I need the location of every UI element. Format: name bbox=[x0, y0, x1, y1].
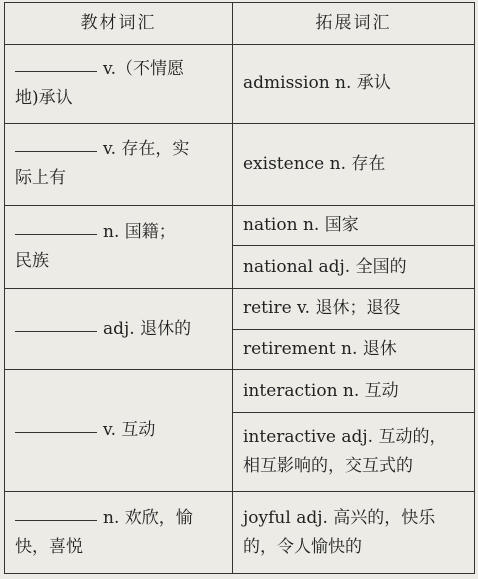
definition-line: 快，喜悦 bbox=[15, 536, 83, 557]
definition-line: v. 存在，实 bbox=[103, 139, 190, 160]
table-row bbox=[5, 370, 475, 413]
definition-line: n. 国籍； bbox=[103, 221, 176, 242]
extended-word-cell: national adj. 全国的 bbox=[233, 246, 475, 289]
extended-word-line: 的，令人愉快的 bbox=[243, 536, 362, 557]
answer-blank bbox=[15, 233, 97, 235]
definition-line: adj. 退休的 bbox=[103, 318, 192, 339]
table-row bbox=[5, 205, 475, 246]
answer-blank bbox=[15, 70, 97, 72]
definition-line: v.（不情愿 bbox=[103, 59, 184, 80]
table-row bbox=[5, 288, 475, 329]
textbook-word-cell bbox=[5, 370, 233, 492]
header-row bbox=[5, 3, 475, 45]
definition-line: v. 互动 bbox=[103, 420, 156, 441]
definition-line: 际上有 bbox=[15, 168, 66, 189]
definition-line: 民族 bbox=[15, 250, 49, 271]
textbook-word-cell bbox=[5, 288, 233, 369]
extended-word-cell: existence n. 存在 bbox=[233, 124, 475, 205]
extended-word-cell: nation n. 国家 bbox=[233, 205, 475, 246]
extended-word-cell: retire v. 退休；退役 bbox=[233, 288, 475, 329]
textbook-word-cell bbox=[5, 492, 233, 574]
header-textbook-words: 教材词汇 bbox=[5, 3, 233, 45]
textbook-word-cell bbox=[5, 124, 233, 205]
table-row bbox=[5, 124, 475, 205]
extended-word-cell: admission n. 承认 bbox=[233, 44, 475, 123]
definition-line: n. 欢欣，愉 bbox=[103, 507, 193, 528]
vocabulary-table bbox=[4, 2, 475, 574]
answer-blank bbox=[15, 150, 97, 152]
answer-blank bbox=[15, 330, 97, 332]
answer-blank bbox=[15, 519, 97, 521]
extended-word-cell: interaction n. 互动 bbox=[233, 370, 475, 413]
extended-word-cell bbox=[233, 492, 475, 574]
answer-blank bbox=[15, 431, 97, 433]
extended-word-line: 相互影响的，交互式的 bbox=[243, 456, 413, 477]
extended-word-line: interactive adj. 互动的， bbox=[243, 427, 447, 448]
extended-word-line: joyful adj. 高兴的，快乐 bbox=[243, 507, 436, 528]
table-row bbox=[5, 492, 475, 574]
extended-word-cell: retirement n. 退休 bbox=[233, 329, 475, 370]
header-extended-words: 拓展词汇 bbox=[233, 3, 475, 45]
extended-word-cell bbox=[233, 413, 475, 492]
table-row bbox=[5, 44, 475, 123]
definition-line: 地)承认 bbox=[15, 87, 73, 108]
textbook-word-cell bbox=[5, 205, 233, 288]
textbook-word-cell bbox=[5, 44, 233, 123]
